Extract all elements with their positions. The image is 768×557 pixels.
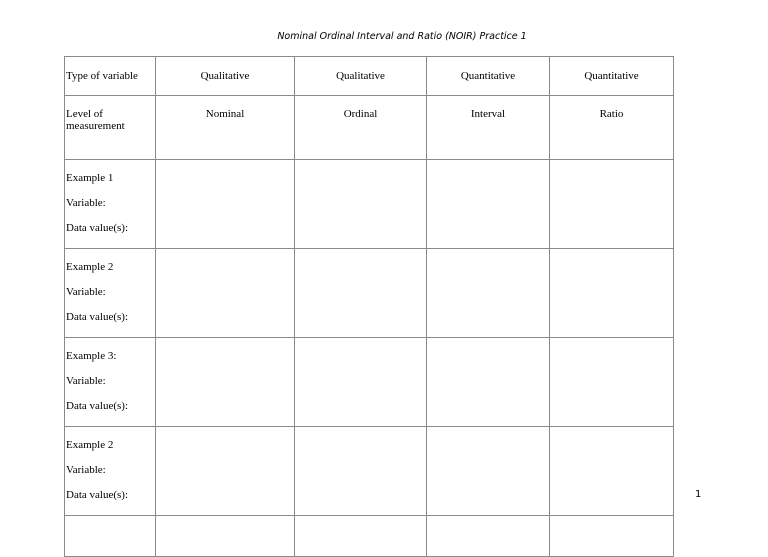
answer-cell-interval[interactable]	[427, 427, 550, 516]
answer-cell-ordinal[interactable]	[295, 338, 427, 427]
data-value-label: Data value(s):	[66, 489, 128, 501]
example-label-cell	[65, 427, 156, 516]
example-label-cell	[65, 160, 156, 249]
blank-row	[65, 516, 674, 557]
level-of-measurement-label: Level of measurement	[65, 96, 156, 160]
answer-cell-nominal[interactable]	[156, 427, 295, 516]
variable-label: Variable:	[66, 375, 106, 387]
variable-label: Variable:	[66, 464, 106, 476]
answer-cell-ratio[interactable]	[550, 160, 674, 249]
type-cell-ratio: Quantitative	[550, 57, 674, 96]
example-title: Example 2	[66, 439, 114, 451]
example-row	[65, 427, 674, 516]
blank-cell[interactable]	[550, 516, 674, 557]
data-value-label: Data value(s):	[66, 222, 128, 234]
blank-cell[interactable]	[427, 516, 550, 557]
level-of-measurement-row	[65, 96, 674, 160]
variable-label: Variable:	[66, 286, 106, 298]
level-cell-interval: Interval	[427, 96, 550, 160]
example-row	[65, 338, 674, 427]
answer-cell-ordinal[interactable]	[295, 427, 427, 516]
answer-cell-nominal[interactable]	[156, 338, 295, 427]
answer-cell-interval[interactable]	[427, 160, 550, 249]
page-title: Nominal Ordinal Interval and Ratio (NOIR) Practice 1	[277, 31, 527, 42]
answer-cell-ratio[interactable]	[550, 338, 674, 427]
page-number: 1	[695, 489, 702, 500]
answer-cell-ratio[interactable]	[550, 427, 674, 516]
type-cell-nominal: Qualitative	[156, 57, 295, 96]
answer-cell-nominal[interactable]	[156, 249, 295, 338]
example-title: Example 2	[66, 261, 114, 273]
example-row	[65, 249, 674, 338]
answer-cell-ratio[interactable]	[550, 249, 674, 338]
answer-cell-interval[interactable]	[427, 338, 550, 427]
variable-label: Variable:	[66, 197, 106, 209]
answer-cell-ordinal[interactable]	[295, 249, 427, 338]
blank-cell[interactable]	[156, 516, 295, 557]
level-cell-nominal: Nominal	[156, 96, 295, 160]
type-cell-interval: Quantitative	[427, 57, 550, 96]
blank-cell[interactable]	[295, 516, 427, 557]
blank-cell[interactable]	[65, 516, 156, 557]
noir-practice-table	[64, 56, 674, 557]
level-cell-ordinal: Ordinal	[295, 96, 427, 160]
example-row	[65, 160, 674, 249]
example-label-cell	[65, 249, 156, 338]
data-value-label: Data value(s):	[66, 400, 128, 412]
answer-cell-nominal[interactable]	[156, 160, 295, 249]
answer-cell-ordinal[interactable]	[295, 160, 427, 249]
answer-cell-interval[interactable]	[427, 249, 550, 338]
example-title: Example 1	[66, 172, 114, 184]
example-title: Example 3:	[66, 350, 117, 362]
type-of-variable-label: Type of variable	[65, 57, 156, 96]
type-cell-ordinal: Qualitative	[295, 57, 427, 96]
level-cell-ratio: Ratio	[550, 96, 674, 160]
type-of-variable-row	[65, 57, 674, 96]
data-value-label: Data value(s):	[66, 311, 128, 323]
example-label-cell	[65, 338, 156, 427]
